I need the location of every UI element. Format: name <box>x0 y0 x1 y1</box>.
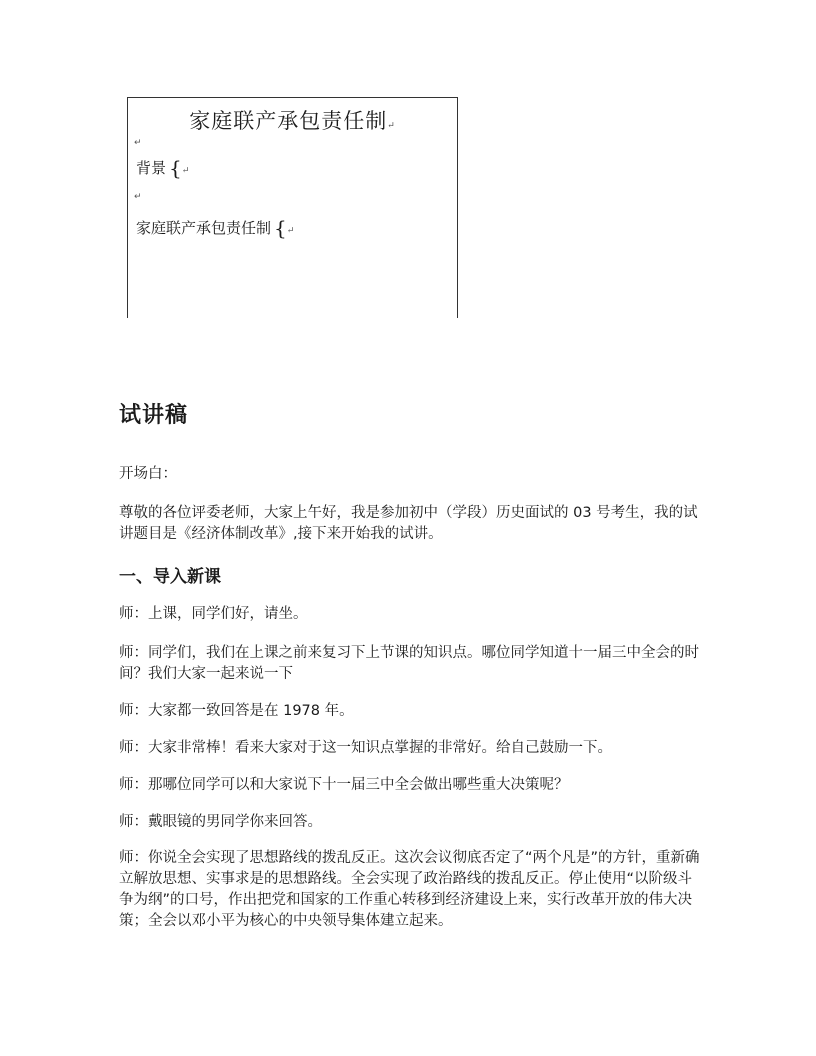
brace-symbol: { <box>274 216 287 240</box>
dialogue-paragraph: 师：戴眼镜的男同学你来回答。 <box>119 814 322 830</box>
board-title <box>128 105 457 135</box>
dialogue-paragraph: 师：上课，同学们好，请坐。 <box>119 606 308 622</box>
board-line-background <box>136 156 189 178</box>
dialogue-paragraph: 师：同学们，我们在上课之前来复习下上节课的知识点。哪位同学知道十一届三中全会的时间？我们大家一起来说一下 <box>119 645 699 682</box>
paragraph-mark: ↵ <box>181 166 190 176</box>
opening-paragraph: 尊敬的各位评委老师，大家上午好，我是参加初中（学段）历史面试的 03 号考生，我的试讲题目是《经济体制改革》,接下来开始我的试讲。 <box>119 505 698 542</box>
board-line-label: 背景 <box>136 159 167 177</box>
board-line-label: 家庭联产承包责任制 <box>136 219 272 237</box>
dialogue-paragraph: 师：大家都一致回答是在 1978 年。 <box>119 703 354 719</box>
document-title: 试讲稿 <box>119 403 189 428</box>
dialogue-paragraph: 师：你说全会实现了思想路线的拨乱反正。这次会议彻底否定了“两个凡是”的方针，重新确立解放思想、实事求是的思想路线。全会实现了政治路线的拨乱反正。停止使用“以阶级斗争为纲”的口号，作出把党和国家的工作重心转移到经济建设上来，实行改革开放的伟大决策；全会以邓小平为核心的中央领导集体建立起来。 <box>119 850 700 929</box>
brace-symbol: { <box>169 156 182 180</box>
paragraph-mark: ↵ <box>134 138 142 148</box>
opening-label: 开场白： <box>119 466 177 482</box>
board-title-text: 家庭联产承包责任制 <box>189 109 388 133</box>
blackboard-design-box <box>127 97 458 318</box>
section-heading: 一、导入新课 <box>119 567 221 587</box>
board-line-system <box>136 216 294 238</box>
dialogue-paragraph: 师：那哪位同学可以和大家说下十一届三中全会做出哪些重大决策呢？ <box>119 777 569 793</box>
dialogue-paragraph: 师：大家非常棒！看来大家对于这一知识点掌握的非常好。给自己鼓励一下。 <box>119 740 612 756</box>
paragraph-mark: ↵ <box>134 192 142 202</box>
paragraph-mark: ↵ <box>286 226 295 236</box>
paragraph-mark: ↵ <box>387 121 396 131</box>
